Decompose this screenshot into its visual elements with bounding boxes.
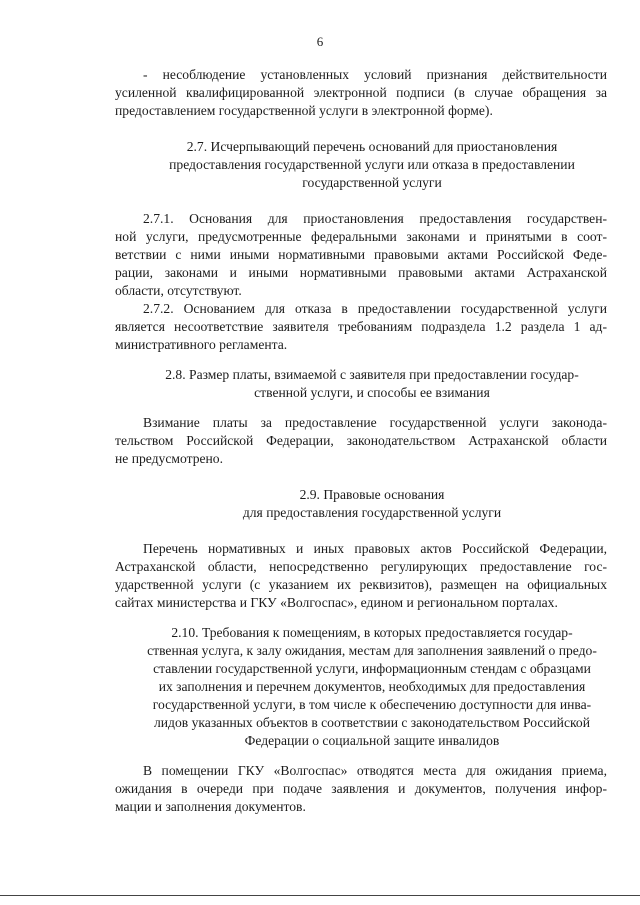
body-line: является несоответствие заявителя требованиям подраздела 1.2 раздела 1 ад- (115, 319, 607, 334)
section-heading: государственной услуги (302, 175, 442, 190)
section-heading: ственная услуга, к залу ожидания, местам для заполнения заявлений о предо- (147, 643, 597, 658)
body-line: тельством Российской Федерации, законодательством Астраханской области (115, 433, 607, 448)
section-heading: 2.7. Исчерпывающий перечень оснований для приостановления (186, 139, 558, 154)
section-heading: ственной услуги, и способы ее взимания (254, 385, 490, 400)
body-line: 2.7.1. Основания для приостановления предоставления государствен- (143, 211, 607, 226)
body-line: ударственной услуги (с указанием их реквизитов), размещен на официальных (115, 577, 607, 592)
section-heading: Федерации о социальной защите инвалидов (244, 733, 500, 748)
body-line: предоставлением государственной услуги в электронной форме). (115, 103, 493, 118)
body-line: Взимание платы за предоставление государственной услуги законода- (143, 415, 607, 430)
body-line: ожидания в очереди при подаче заявления и документов, получения инфор- (115, 781, 607, 796)
body-line: области, отсутствуют. (115, 283, 242, 298)
body-line: министративного регламента. (115, 337, 288, 352)
body-line: сайтах министерства и ГКУ «Волгоспас», едином и региональном порталах. (115, 595, 558, 610)
body-line: - несоблюдение установленных условий признания действительности (143, 67, 607, 82)
page-bottom-rule (0, 895, 640, 896)
page-number: 6 (316, 34, 324, 49)
body-line: ветствии с ними иными нормативными правовыми актами Российской Феде- (115, 247, 607, 262)
section-heading: их заполнения и перечнем документов, необходимых для предоставления (158, 679, 586, 694)
body-line: Астраханской области, непосредственно регулирующих предоставление гос- (115, 559, 607, 574)
body-line: 2.7.2. Основанием для отказа в предоставлении государственной услуги (143, 301, 607, 316)
section-heading: 2.9. Правовые основания (299, 487, 445, 502)
body-line: усиленной квалифицированной электронной подписи (в случае обращения за (115, 85, 607, 100)
section-heading: предоставления государственной услуги или отказа в предоставлении (169, 157, 575, 172)
section-heading: для предоставления государственной услуги (242, 505, 502, 520)
section-heading: государственной услуги, в том числе к обеспечению доступности для инва- (152, 697, 592, 712)
section-heading: лидов указанных объектов в соответствии с законодательством Российской (154, 715, 590, 730)
body-line: Перечень нормативных и иных правовых актов Российской Федерации, (143, 541, 607, 556)
section-heading: 2.10. Требования к помещениям, в которых предоставляется государ- (171, 625, 573, 640)
body-line: ной услуги, предусмотренные федеральными законами и принятыми в соот- (115, 229, 607, 244)
body-line: мации и заполнения документов. (115, 799, 306, 814)
body-line: В помещении ГКУ «Волгоспас» отводятся места для ожидания приема, (143, 763, 607, 778)
body-line: не предусмотрено. (115, 451, 224, 466)
section-heading: ставлении государственной услуги, информационным стендам с образцами (153, 661, 591, 676)
section-heading: 2.8. Размер платы, взимаемой с заявителя при предоставлении государ- (165, 367, 579, 382)
body-line: рации, законами и иными нормативными правовыми актами Астраханской (115, 265, 607, 280)
